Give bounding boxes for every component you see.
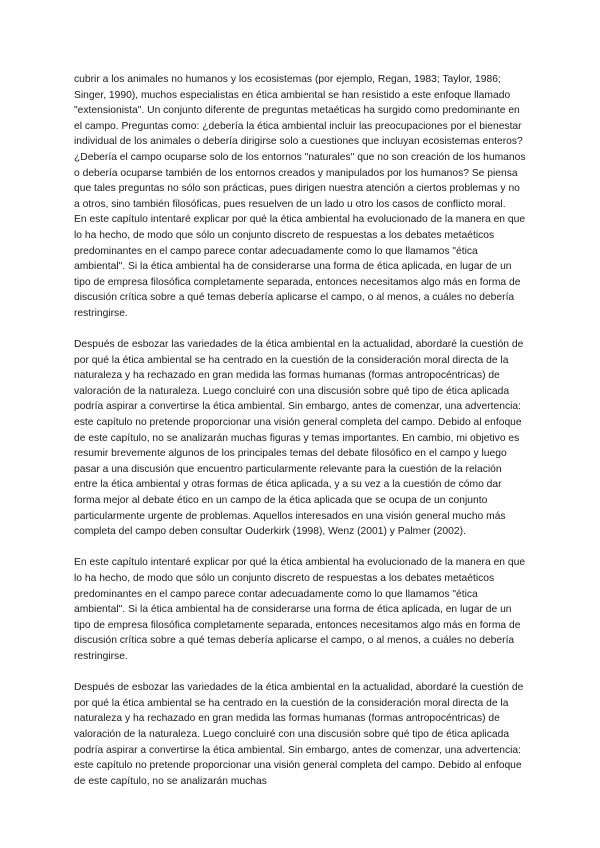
paragraph-1: cubrir a los animales no humanos y los ecosistemas (por ejemplo, Regan, 1983; Taylor, 1986; Singer, 1990), muchos especialistas en ética ambiental se han resistido a este enfoque llamado "extensionista". Un conjunto diferente de preguntas metaéticas ha surgido como predominante en el campo. Preguntas como: ¿debería la ética ambiental incluir las preocupaciones por el bienestar individual de los animales o debería dirigirse solo a cuestiones que incluyan ecosistemas enteros? ¿Debería el campo ocuparse solo de los entornos "naturales" que no son creación de los humanos o debería ocuparse también de los entornos creados y manipulados por los humanos? Se piensa que tales preguntas no sólo son prácticas, pues dirigen nuestra atención a ciertos problemas y no a otros, sino también filosóficas, pues resuelven de un lado u otro los casos de conflicto moral. [74,74,526,210]
paragraph-spacer [74,322,526,338]
paragraph-3: Después de esbozar las variedades de la ética ambiental en la actualidad, abordaré la cuestión de por qué la ética ambiental se ha centrado en la cuestión de la consideración moral directa de la naturaleza y ha rechazado en gran medida las formas humanas (formas antropocéntricas) de valoración de la naturaleza. Luego concluiré con una discusión sobre qué tipo de ética aplicada podría aspirar a convertirse la ética ambiental. Sin embargo, antes de comenzar, una advertencia: este capítulo no pretende proporcionar una visión general completa del campo. Debido al enfoque de este capítulo, no se analizarán muchas figuras y temas importantes. En cambio, mi objetivo es resumir brevemente algunos de los principales temas del debate filosófico en el campo y luego pasar a una discusión que encuentro particularmente relevante para la cuestión de la relación entre la ética ambiental y otras formas de ética aplicada, y a su vez a la cuestión de cómo dar forma mejor al debate ético en un campo de la ética aplicada que se ocupa de un conjunto particularmente urgente de problemas. Aquellos interesados en una visión general mucho más completa del campo deben consultar Ouderkirk (1998), Wenz (2001) y Palmer (2002). [74,339,524,538]
paragraph-spacer [74,665,526,681]
paragraph-2: En este capítulo intentaré explicar por qué la ética ambiental ha evolucionado de la manera en que lo ha hecho, de modo que sólo un conjunto discreto de respuestas a los debates metaéticos predominantes en el campo parece contar adecuadamente como lo que llamamos "ética ambiental". Si la ética ambiental ha de considerarse una forma de ética aplicada, en lugar de un tipo de empresa filosófica completamente separada, entonces necesitamos algo más en forma de discusión crítica sobre a qué temas debería aplicarse el campo, o al menos, a cuáles no debería restringirse. [74,214,526,319]
paragraph-spacer [74,540,526,556]
paragraph-5: Después de esbozar las variedades de la ética ambiental en la actualidad, abordaré la cuestión de por qué la ética ambiental se ha centrado en la cuestión de la consideración moral directa de la naturaleza y ha rechazado en gran medida las formas humanas (formas antropocéntricas) de valoración de la naturaleza. Luego concluiré con una discusión sobre qué tipo de ética aplicada podría aspirar a convertirse la ética ambiental. Sin embargo, antes de comenzar, una advertencia: este capítulo no pretende proporcionar una visión general completa del campo. Debido al enfoque de este capítulo, no se analizarán muchas [74,682,524,787]
paragraph-4: En este capítulo intentaré explicar por qué la ética ambiental ha evolucionado de la manera en que lo ha hecho, de modo que sólo un conjunto discreto de respuestas a los debates metaéticos predominantes en el campo parece contar adecuadamente como lo que llamamos "ética ambiental". Si la ética ambiental ha de considerarse una forma de ética aplicada, en lugar de un tipo de empresa filosófica completamente separada, entonces necesitamos algo más en forma de discusión crítica sobre a qué temas debería aplicarse el campo, o al menos, a cuáles no debería restringirse. [74,557,526,662]
body-text [74,72,526,789]
